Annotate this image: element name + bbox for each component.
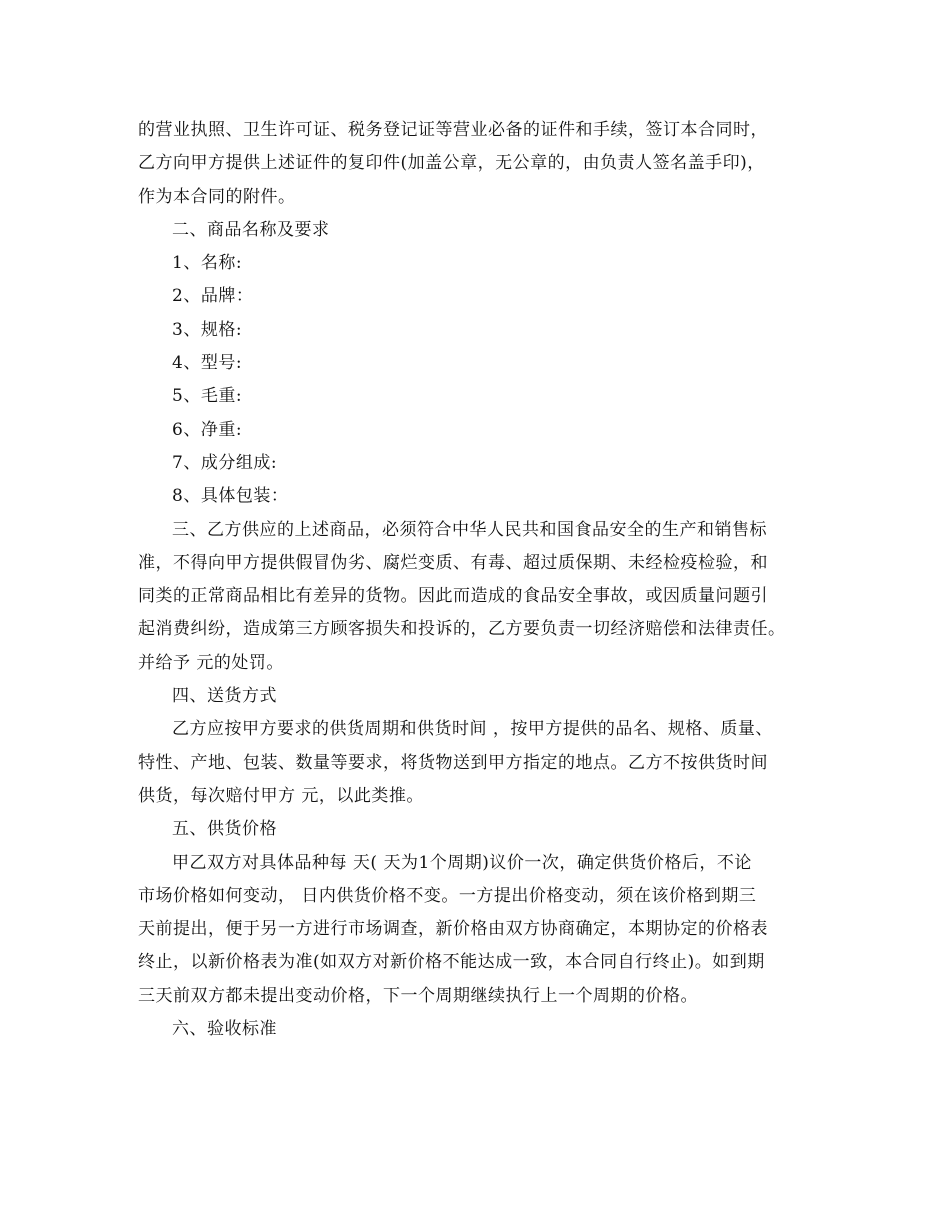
text-line: 甲乙双方对具体品种每 天( 天为1个周期)议价一次，确定供货价格后，不论 (172, 852, 752, 873)
text-line: 二、商品名称及要求 (172, 219, 330, 240)
text-line: 市场价格如何变动， 日内供货价格不变。一方提出价格变动，须在该价格到期三 (138, 885, 757, 906)
text-line: 五、供货价格 (172, 819, 277, 840)
text-line: 4、型号: (172, 353, 243, 374)
text-line: 起消费纠纷，造成第三方顾客损失和投诉的，乙方要负责一切经济赔偿和法律责任。 (138, 619, 786, 640)
text-line: 2、品牌： (172, 286, 254, 307)
text-line: 四、送货方式 (172, 686, 277, 707)
text-line: 7、成分组成: (172, 452, 278, 473)
document-body (138, 114, 838, 1046)
text-line: 准，不得向甲方提供假冒伪劣、腐烂变质、有毒、超过质保期、未经检疫检验，和 (138, 552, 768, 573)
text-line: 3、规格: (172, 319, 243, 340)
text-line: 5、毛重: (172, 386, 243, 407)
text-line: 1、名称: (172, 253, 243, 274)
text-line: 同类的正常商品相比有差异的货物。因此而造成的食品安全事故，或因质量问题引 (138, 586, 768, 607)
text-line: 乙方应按甲方要求的供货周期和供货时间 ，按甲方提供的品名、规格、质量、 (172, 719, 773, 740)
text-line: 作为本合同的附件。 (138, 186, 296, 207)
text-line: 六、验收标准 (172, 1019, 277, 1040)
text-line: 8、具体包装： (172, 486, 289, 507)
text-line: 供货，每次赔付甲方 元，以此类推。 (138, 785, 424, 806)
text-line: 特性、产地、包装、数量等要求，将货物送到甲方指定的地点。乙方不按供货时间 (138, 752, 768, 773)
text-line: 的营业执照、卫生许可证、税务登记证等营业必备的证件和手续，签订本合同时， (138, 120, 768, 140)
text-line: 三、乙方供应的上述商品，必须符合中华人民共和国食品安全的生产和销售标 (172, 519, 767, 540)
text-line: 三天前双方都未提出变动价格，下一个周期继续执行上一个周期的价格。 (138, 985, 698, 1006)
text-line: 天前提出，便于另一方进行市场调查，新价格由双方协商确定，本期协定的价格表 (138, 919, 768, 940)
text-line: 终止，以新价格表为准(如双方对新价格不能达成一致，本合同自行终止)。如到期 (138, 952, 765, 973)
text-line: 乙方向甲方提供上述证件的复印件(加盖公章，无公章的，由负责人签名盖手印)， (138, 153, 765, 174)
text-line: 6、净重: (172, 419, 243, 440)
text-line: 并给予 元的处罚。 (138, 652, 284, 673)
